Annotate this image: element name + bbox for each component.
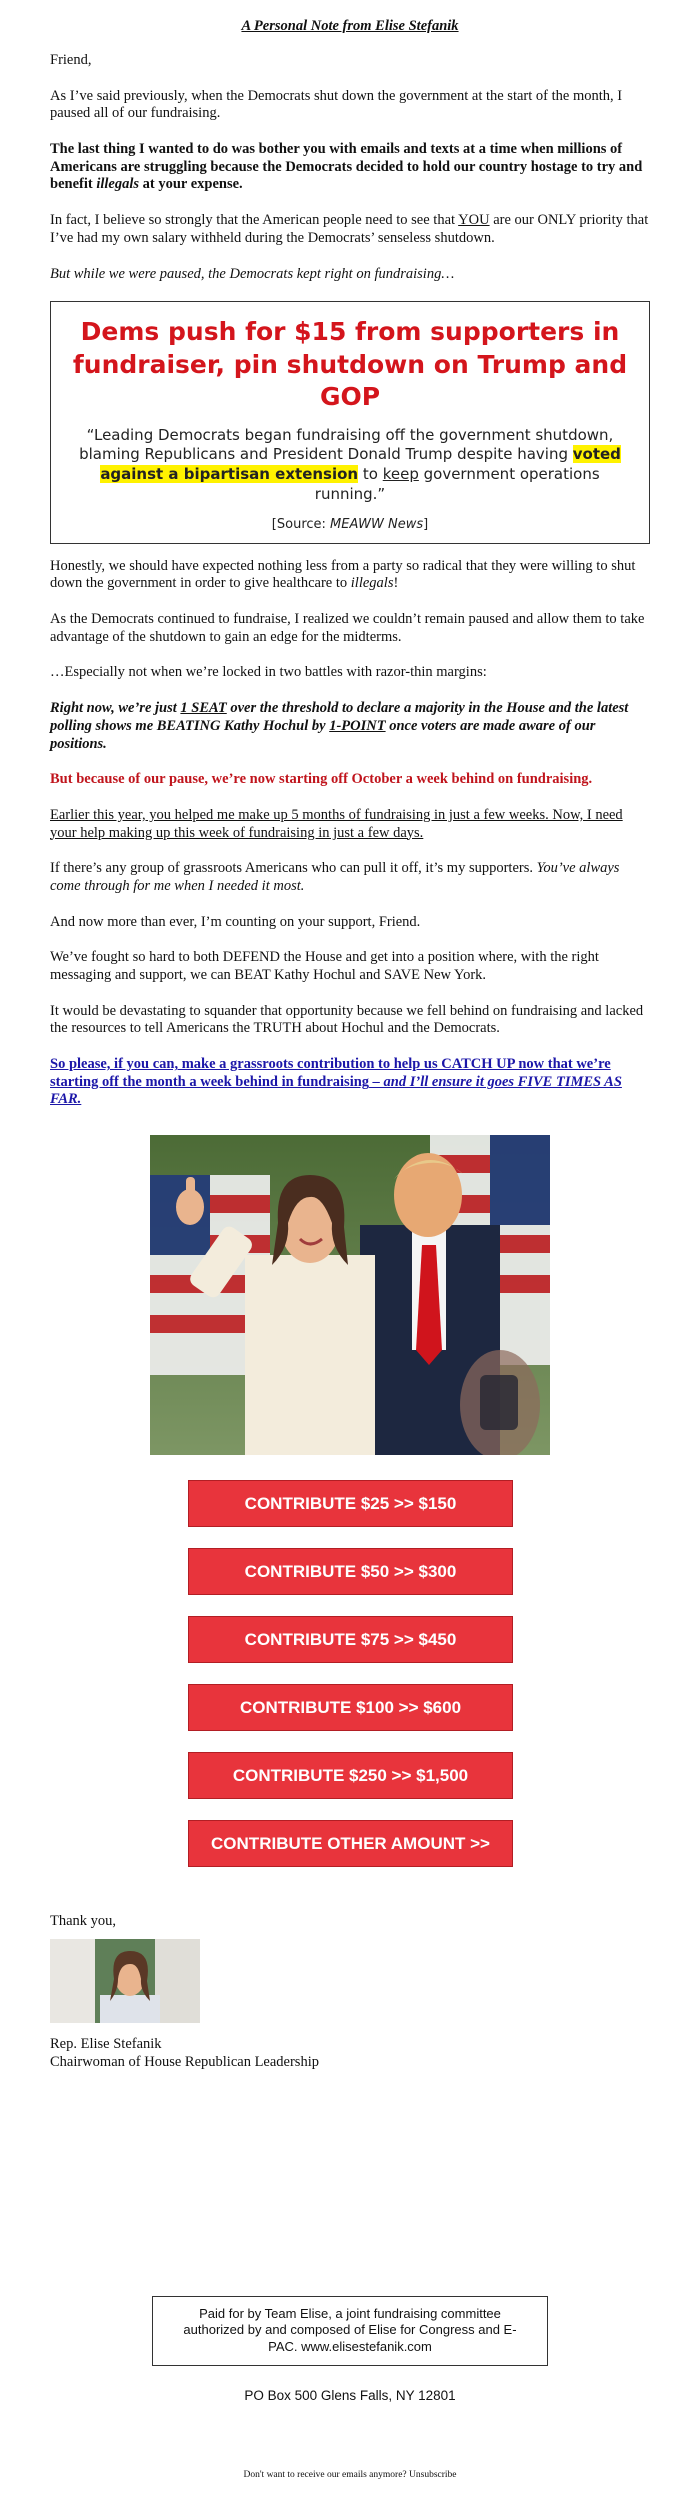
paragraph-grassroots: If there’s any group of grassroots Americans who can pull it off, it’s my supporters. You’ve always come through for me when I needed it most. bbox=[50, 860, 620, 894]
contribute-50-button[interactable]: CONTRIBUTE $50 >> $300 bbox=[188, 1548, 513, 1595]
signer-title: Chairwoman of House Republican Leadership bbox=[50, 2053, 319, 2070]
contribute-75-button[interactable]: CONTRIBUTE $75 >> $450 bbox=[188, 1616, 513, 1663]
paid-for-disclaimer: Paid for by Team Elise, a joint fundraising committee authorized by and composed of Elise for Congress and E-PAC. www.elisestefanik.com bbox=[152, 2296, 548, 2366]
signoff: Thank you, bbox=[50, 1913, 117, 1929]
signer-name: Rep. Elise Stefanik bbox=[50, 2036, 162, 2052]
email-heading: A Personal Note from Elise Stefanik bbox=[241, 18, 459, 34]
paragraph-bother-you: The last thing I wanted to do was bother you with emails and texts at a time when millions of Americans are struggling because the Democrats decided to hold our country hostage to try and benefit illegals at your expense. bbox=[50, 141, 643, 193]
mailing-address: PO Box 500 Glens Falls, NY 12801 bbox=[244, 2388, 456, 2403]
news-quote-box bbox=[50, 301, 650, 544]
contribute-other-button[interactable]: CONTRIBUTE OTHER AMOUNT >> bbox=[188, 1820, 513, 1867]
unsubscribe-link[interactable]: Don't want to receive our emails anymore? Unsubscribe bbox=[243, 2470, 457, 2480]
stefanik-trump-photo bbox=[150, 1135, 550, 1455]
paragraph-earlier-this-year: Earlier this year, you helped me make up 5 months of fundraising in just a few weeks. Now, I need your help making up this week of fundraising in just a few days. bbox=[50, 806, 623, 841]
paragraph-defend-the-house: We’ve fought so hard to both DEFEND the House and get into a position where, with the right messaging and support, we can BEAT Kathy Hochul and SAVE New York. bbox=[50, 949, 599, 984]
contribute-link[interactable]: So please, if you can, make a grassroots contribution to help us CATCH UP now that we’re starting off the month a week behind in fundraising – and I’ll ensure it goes FIVE TIMES AS FAR. bbox=[50, 1056, 622, 1108]
paragraph-devastating: It would be devastating to squander that opportunity because we fell behind on fundraising and lacked the resources to tell Americans the TRUTH about Hochul and the Democrats. bbox=[50, 1002, 644, 1037]
paragraph-couldnt-remain-paused: As the Democrats continued to fundraise, I realized we couldn’t remain paused and allow them to take advantage of the shutdown to gain an edge for the midterms. bbox=[50, 611, 645, 645]
paragraph-radical-party: Honestly, we should have expected nothing less from a party so radical that they were willing to shut down the government in order to give healthcare to illegals! bbox=[50, 557, 636, 592]
quote-body: “Leading Democrats began fundraising off the government shutdown, blaming Republicans and President Donald Trump despite having voted against a bipartisan extension to keep government operations running.” bbox=[79, 425, 621, 504]
quote-source: [Source: MEAWW News] bbox=[271, 516, 429, 532]
paragraph-one-seat: Right now, we’re just 1 SEAT over the threshold to declare a majority in the House and the latest polling shows me BEATING Kathy Hochul by 1-POINT once voters are made aware of our positions. bbox=[50, 700, 629, 752]
contribute-25-button[interactable]: CONTRIBUTE $25 >> $150 bbox=[188, 1480, 513, 1527]
email-body bbox=[50, 52, 650, 1127]
contribute-100-button[interactable]: CONTRIBUTE $100 >> $600 bbox=[188, 1684, 513, 1731]
signer-block bbox=[50, 2036, 650, 2071]
contribute-250-button[interactable]: CONTRIBUTE $250 >> $1,500 bbox=[188, 1752, 513, 1799]
paragraph-two-battles: …Especially not when we’re locked in two battles with razor-thin margins: bbox=[50, 664, 487, 681]
paragraph-paused-fundraising: As I’ve said previously, when the Democrats shut down the government at the start of the month, I paused all of our fundraising. bbox=[50, 87, 623, 122]
paragraph-democrats-fundraising: But while we were paused, the Democrats kept right on fundraising… bbox=[50, 265, 455, 282]
paragraph-salary-withheld: In fact, I believe so strongly that the American people need to see that YOU are our ONLY priority that I’ve had my own salary withheld during the Democrats’ senseless shutdown. bbox=[50, 212, 649, 246]
greeting: Friend, bbox=[50, 52, 92, 68]
contribution-buttons bbox=[188, 1480, 513, 1888]
paragraph-week-behind: But because of our pause, we’re now starting off October a week behind on fundraising. bbox=[50, 771, 593, 788]
signer-photo bbox=[50, 1939, 200, 2023]
quote-headline: Dems push for $15 from supporters in fundraiser, pin shutdown on Trump and GOP bbox=[72, 317, 628, 412]
paragraph-counting-on-you: And now more than ever, I’m counting on your support, Friend. bbox=[50, 913, 421, 930]
